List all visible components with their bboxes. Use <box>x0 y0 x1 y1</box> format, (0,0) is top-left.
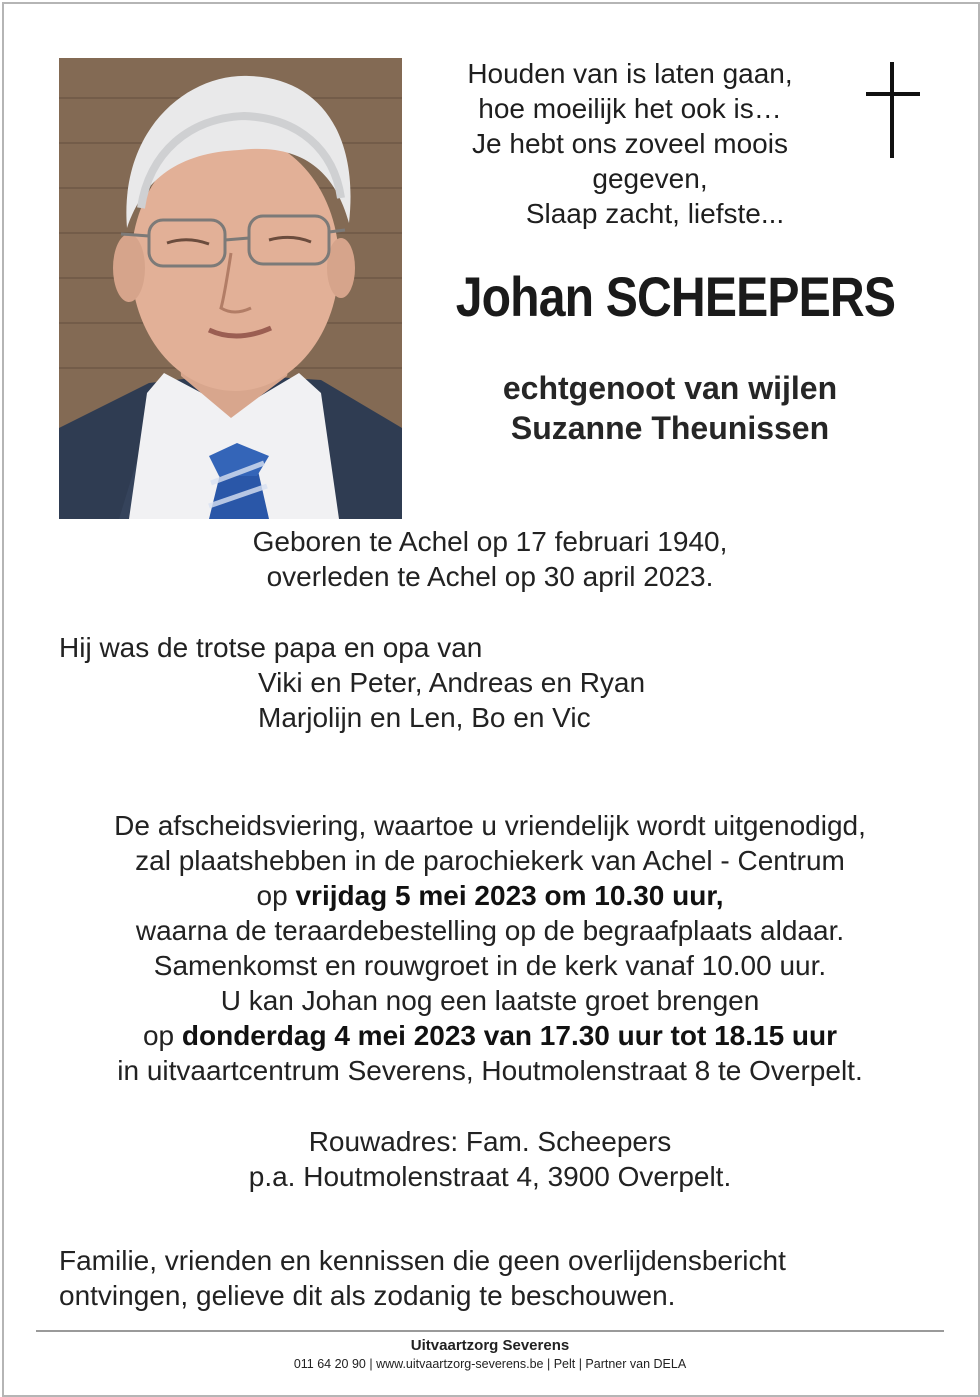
notice-line: Familie, vrienden en kennissen die geen overlijdensbericht <box>59 1245 786 1276</box>
footer-contact: 011 64 20 90 | www.uitvaartzorg-severens.be | Pelt | Partner van DELA <box>293 1357 687 1371</box>
poem-line: Je hebt ons zoveel moois <box>472 128 788 159</box>
poem-line: Houden van is laten gaan, <box>467 58 793 89</box>
ceremony-date: vrijdag 5 mei 2023 om 10.30 uur, <box>295 880 724 911</box>
address-line: p.a. Houtmolenstraat 4, 3900 Overpelt. <box>248 1161 732 1192</box>
spouse-info <box>420 368 920 448</box>
poem-line: hoe moeilijk het ook is… <box>478 93 782 124</box>
ceremony-line: De afscheidsviering, waartoe u vriendelijk wordt uitgenodigd, <box>114 810 866 841</box>
cross-icon <box>862 60 924 160</box>
spouse-line: echtgenoot van wijlen <box>502 370 838 406</box>
footer-title: Uitvaartzorg Severens <box>410 1337 570 1354</box>
birth-date: Geboren te Achel op 17 februari 1940, <box>252 526 728 557</box>
visitation-prefix: op <box>142 1020 182 1051</box>
mourning-address <box>0 1124 980 1194</box>
poem-line: gegeven, <box>592 163 708 194</box>
notice-line: ontvingen, gelieve dit als zodanig te beschouwen. <box>59 1280 676 1311</box>
family-list <box>258 665 645 735</box>
ceremony-line: in uitvaartcentrum Severens, Houtmolenstraat 8 te Overpelt. <box>117 1055 863 1086</box>
ceremony-line: U kan Johan nog een laatste groet brengen <box>220 985 760 1016</box>
footer-divider <box>36 1330 944 1332</box>
portrait-photo <box>59 58 402 519</box>
closing-notice <box>59 1243 939 1313</box>
family-intro: Hij was de trotse papa en opa van <box>59 632 483 663</box>
ceremony-prefix: op <box>256 880 296 911</box>
address-line: Rouwadres: Fam. Scheepers <box>308 1126 672 1157</box>
ceremony-info <box>0 808 980 1088</box>
ceremony-line: waarna de teraardebestelling op de begraafplaats aldaar. <box>135 915 845 946</box>
death-date: overleden te Achel op 30 april 2023. <box>266 561 714 592</box>
ceremony-line: zal plaatshebben in de parochiekerk van Achel - Centrum <box>135 845 845 876</box>
family-line: Viki en Peter, Andreas en Ryan <box>258 667 646 698</box>
spouse-name: Suzanne Theunissen <box>510 410 830 446</box>
life-dates <box>0 524 980 594</box>
visitation-date: donderdag 4 mei 2023 van 17.30 uur tot 18.15 uur <box>181 1020 838 1051</box>
visitation-date-line <box>0 1018 980 1053</box>
ceremony-line: Samenkomst en rouwgroet in de kerk vanaf 10.00 uur. <box>153 950 827 981</box>
family-line: Marjolijn en Len, Bo en Vic <box>258 702 591 733</box>
poem-line: Slaap zacht, liefste... <box>525 198 785 229</box>
poem <box>420 56 840 231</box>
ceremony-date-line <box>0 878 980 913</box>
deceased-name: Johan SCHEEPERS <box>455 265 896 328</box>
